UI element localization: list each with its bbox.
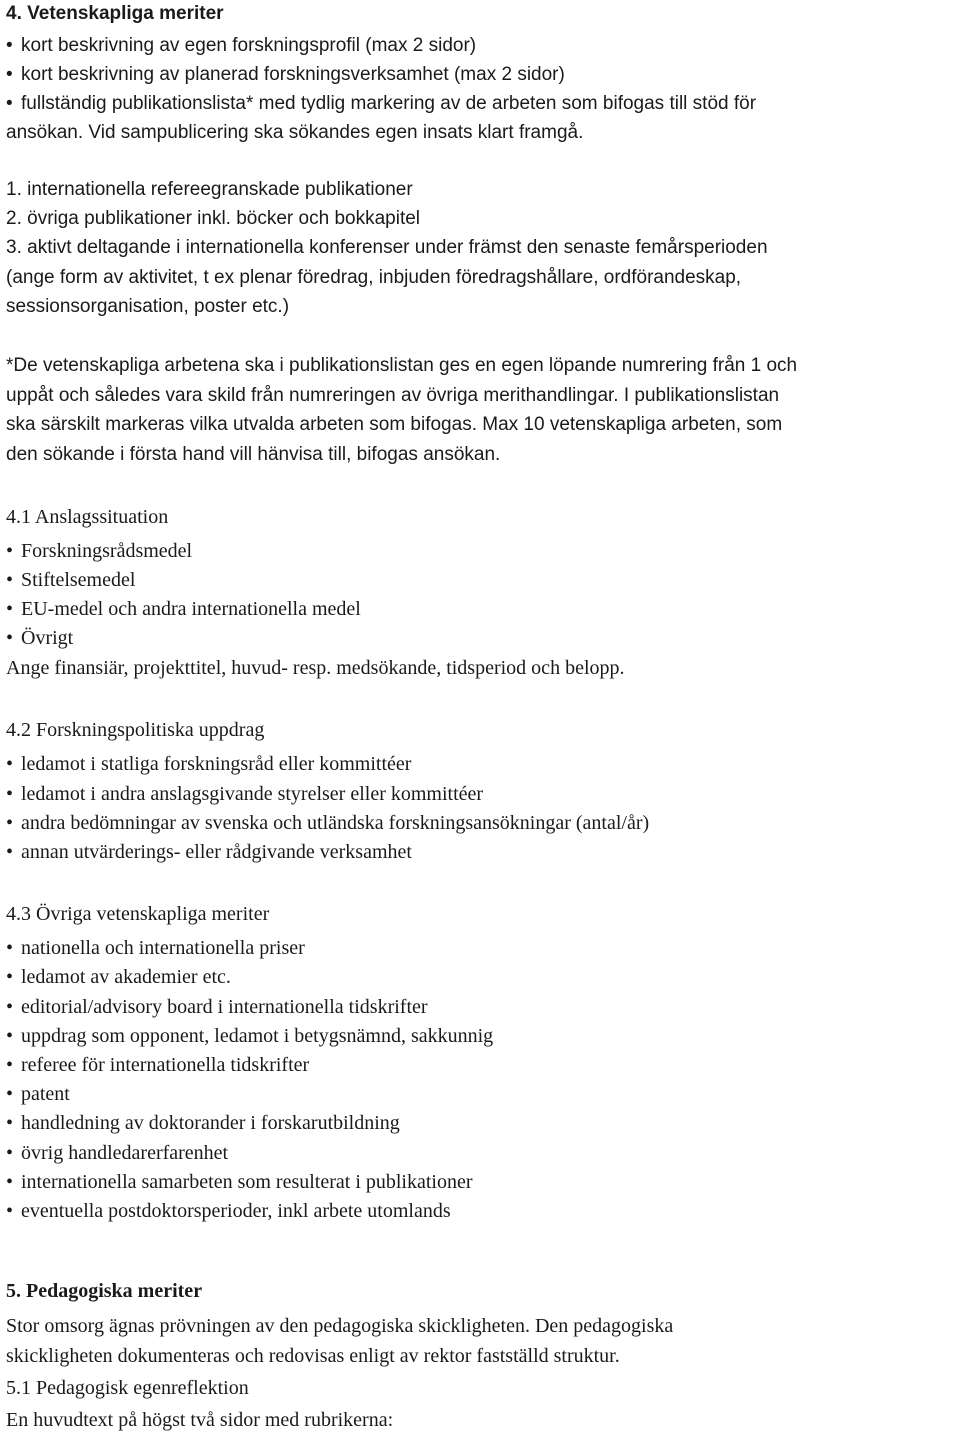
list-item: • ledamot i statliga forskningsråd eller kommittéer — [6, 752, 411, 776]
section-5-heading: 5. Pedagogiska meriter — [6, 1280, 203, 1302]
list-item: • kort beskrivning av egen forskningsprofil (max 2 sidor) — [6, 34, 476, 58]
section-4-1-heading: 4.1 Anslagssituation — [6, 506, 169, 528]
list-item: • nationella och internationella priser — [6, 936, 305, 960]
list-item-continuation: ansökan. Vid sampublicering ska sökandes egen insats klart framgå. — [6, 122, 584, 143]
section-5-1-heading: 5.1 Pedagogisk egenreflektion — [6, 1377, 249, 1399]
numbered-item: 2. övriga publikationer inkl. böcker och bokkapitel — [6, 208, 421, 229]
numbered-item-continuation: (ange form av aktivitet, t ex plenar föredrag, inbjuden föredragshållare, ordförandeskap, — [6, 267, 742, 288]
section-note: Ange finansiär, projekttitel, huvud- resp. medsökande, tidsperiod och belopp. — [6, 657, 625, 679]
footnote-line: *De vetenskapliga arbetena ska i publikationslistan ges en egen löpande numrering från 1 och — [6, 355, 798, 376]
footnote-line: ska särskilt markeras vilka utvalda arbeten som bifogas. Max 10 vetenskapliga arbeten, som — [6, 414, 783, 435]
list-item: • andra bedömningar av svenska och utländska forskningsansökningar (antal/år) — [6, 811, 649, 835]
list-item: • eventuella postdoktorsperioder, inkl arbete utomlands — [6, 1199, 451, 1223]
list-item: • kort beskrivning av planerad forskningsverksamhet (max 2 sidor) — [6, 63, 565, 87]
section-4-heading: 4. Vetenskapliga meriter — [6, 3, 224, 24]
list-item: • Stiftelsemedel — [6, 568, 135, 592]
list-item: • internationella samarbeten som resulterat i publikationer — [6, 1170, 473, 1194]
list-item: • övrig handledarerfarenhet — [6, 1141, 228, 1165]
footnote-line: den sökande i första hand vill hänvisa till, bifogas ansökan. — [6, 444, 501, 465]
list-item: • referee för internationella tidskrifter — [6, 1053, 309, 1077]
paragraph-line: Stor omsorg ägnas prövningen av den pedagogiska skickligheten. Den pedagogiska — [6, 1315, 674, 1337]
list-item: • ledamot av akademier etc. — [6, 965, 231, 989]
list-item: • annan utvärderings- eller rådgivande verksamhet — [6, 840, 412, 864]
numbered-item: 3. aktivt deltagande i internationella konferenser under främst den senaste femårsperioden — [6, 237, 768, 258]
list-item: • patent — [6, 1082, 70, 1106]
list-item: • EU-medel och andra internationella medel — [6, 597, 361, 621]
section-4-2-heading: 4.2 Forskningspolitiska uppdrag — [6, 719, 265, 741]
footnote-line: uppåt och således vara skild från numreringen av övriga merithandlingar. I publikationslistan — [6, 385, 780, 406]
numbered-item-continuation: sessionsorganisation, poster etc.) — [6, 296, 290, 317]
list-item: • editorial/advisory board i internationella tidskrifter — [6, 995, 428, 1019]
list-item: • uppdrag som opponent, ledamot i betygsnämnd, sakkunnig — [6, 1024, 493, 1048]
paragraph-line: En huvudtext på högst två sidor med rubrikerna: — [6, 1409, 394, 1431]
section-4-3-heading: 4.3 Övriga vetenskapliga meriter — [6, 903, 270, 925]
list-item: • handledning av doktorander i forskarutbildning — [6, 1111, 400, 1135]
list-item: • fullständig publikationslista* med tydlig markering av de arbeten som bifogas till stöd för — [6, 92, 756, 116]
list-item: • ledamot i andra anslagsgivande styrelser eller kommittéer — [6, 782, 483, 806]
list-item: • Forskningsrådsmedel — [6, 539, 192, 563]
list-item: • Övrigt — [6, 626, 73, 650]
numbered-item: 1. internationella refereegranskade publikationer — [6, 179, 413, 200]
paragraph-line: skickligheten dokumenteras och redovisas enligt av rektor fastställd struktur. — [6, 1345, 620, 1367]
